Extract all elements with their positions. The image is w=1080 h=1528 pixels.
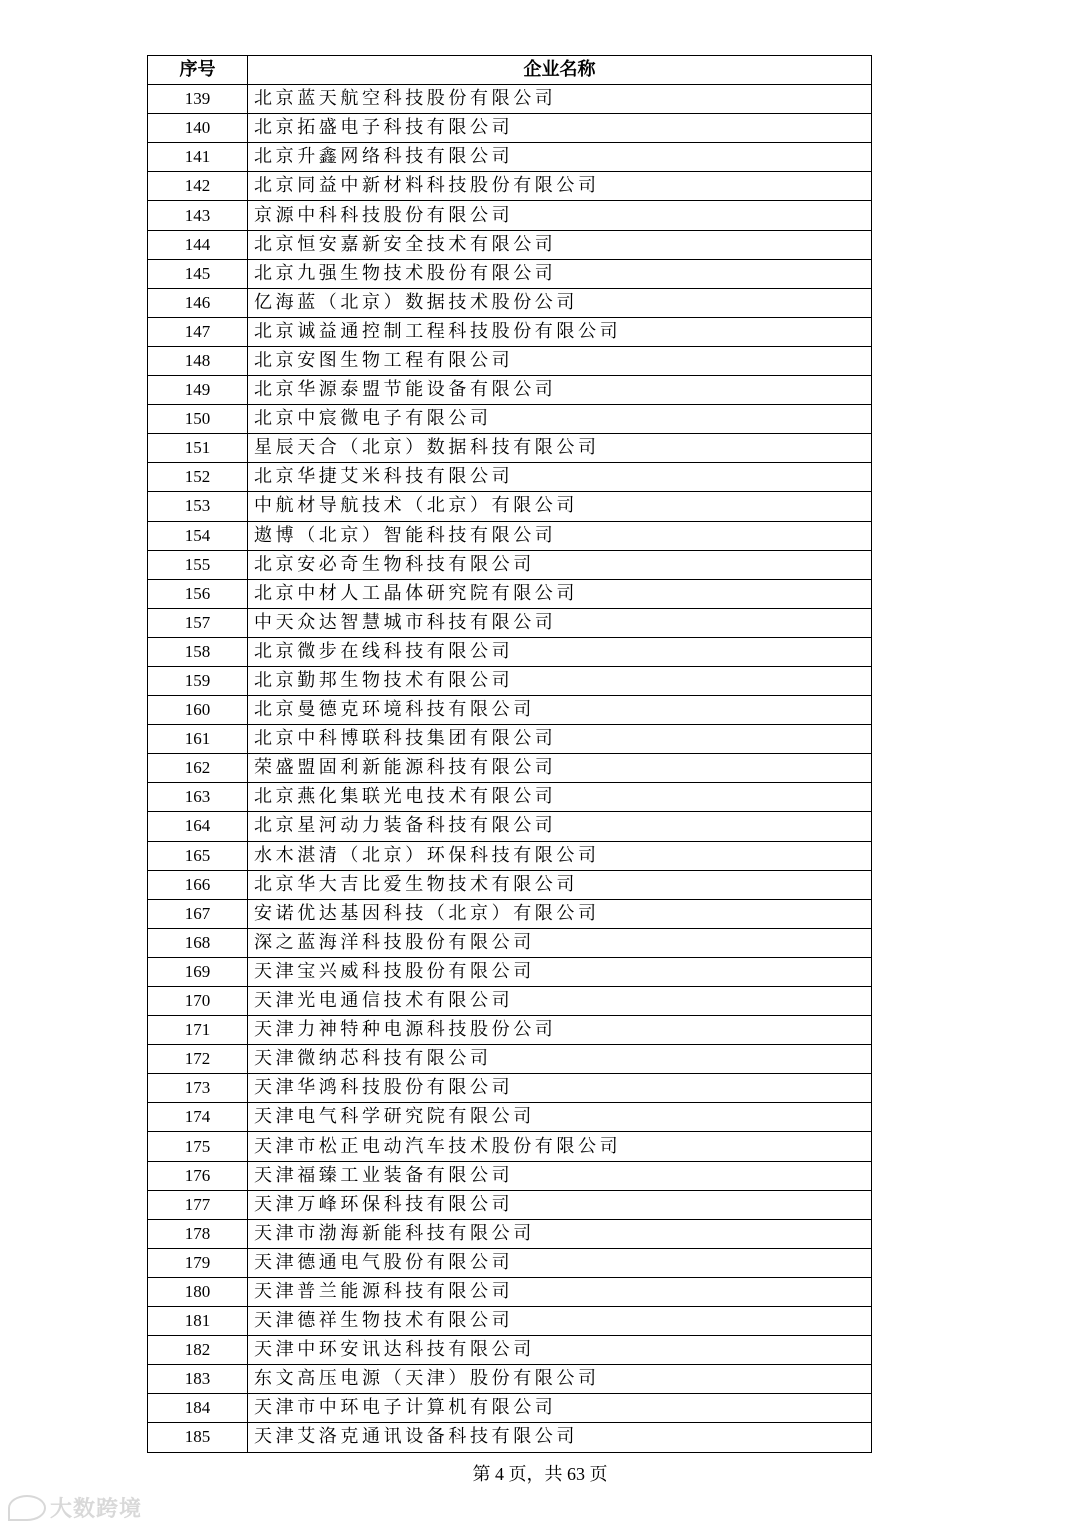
serial-number-cell: 153 [148, 492, 248, 521]
serial-number-cell: 151 [148, 434, 248, 463]
company-name-cell: 安诺优达基因科技（北京）有限公司 [248, 899, 872, 928]
chat-bubble-icon [8, 1495, 46, 1521]
serial-number-cell: 139 [148, 85, 248, 114]
table-row [148, 1336, 872, 1365]
serial-number-cell: 141 [148, 143, 248, 172]
company-name-cell: 北京拓盛电子科技有限公司 [248, 114, 872, 143]
table-row [148, 1161, 872, 1190]
company-name-cell: 天津市中环电子计算机有限公司 [248, 1394, 872, 1423]
company-name-cell: 天津力神特种电源科技股份公司 [248, 1016, 872, 1045]
serial-number-cell: 177 [148, 1190, 248, 1219]
table-row [148, 201, 872, 230]
serial-number-cell: 158 [148, 637, 248, 666]
serial-number-cell: 179 [148, 1248, 248, 1277]
header-company-name: 企业名称 [248, 56, 872, 85]
table-row [148, 317, 872, 346]
serial-number-cell: 168 [148, 928, 248, 957]
company-name-cell: 天津中环安讯达科技有限公司 [248, 1336, 872, 1365]
company-name-cell: 北京九强生物技术股份有限公司 [248, 259, 872, 288]
table-row [148, 666, 872, 695]
serial-number-cell: 171 [148, 1016, 248, 1045]
serial-number-cell: 156 [148, 579, 248, 608]
table-row [148, 259, 872, 288]
company-name-cell: 北京曼德克环境科技有限公司 [248, 696, 872, 725]
serial-number-cell: 142 [148, 172, 248, 201]
serial-number-cell: 154 [148, 521, 248, 550]
company-name-cell: 中航材导航技术（北京）有限公司 [248, 492, 872, 521]
table-row [148, 230, 872, 259]
serial-number-cell: 144 [148, 230, 248, 259]
serial-number-cell: 157 [148, 608, 248, 637]
company-name-cell: 天津德祥生物技术有限公司 [248, 1307, 872, 1336]
serial-number-cell: 164 [148, 812, 248, 841]
table-row [148, 1132, 872, 1161]
company-name-cell: 北京蓝天航空科技股份有限公司 [248, 85, 872, 114]
table-row [148, 928, 872, 957]
company-name-cell: 天津电气科学研究院有限公司 [248, 1103, 872, 1132]
table-row [148, 754, 872, 783]
company-name-cell: 天津德通电气股份有限公司 [248, 1248, 872, 1277]
table-row [148, 1219, 872, 1248]
company-name-cell: 亿海蓝（北京）数据技术股份公司 [248, 288, 872, 317]
watermark [8, 1492, 142, 1523]
table-row [148, 550, 872, 579]
serial-number-cell: 184 [148, 1394, 248, 1423]
serial-number-cell: 143 [148, 201, 248, 230]
company-name-cell: 东文高压电源（天津）股份有限公司 [248, 1365, 872, 1394]
company-name-cell: 天津光电通信技术有限公司 [248, 987, 872, 1016]
serial-number-cell: 181 [148, 1307, 248, 1336]
serial-number-cell: 173 [148, 1074, 248, 1103]
company-name-cell: 北京华源泰盟节能设备有限公司 [248, 376, 872, 405]
table-row [148, 114, 872, 143]
serial-number-cell: 162 [148, 754, 248, 783]
table-row [148, 1103, 872, 1132]
table-row [148, 1045, 872, 1074]
table-row [148, 1394, 872, 1423]
company-name-cell: 京源中科科技股份有限公司 [248, 201, 872, 230]
company-name-cell: 北京星河动力装备科技有限公司 [248, 812, 872, 841]
page-footer: 第 4 页，共 63 页 [472, 1464, 608, 1484]
table-row [148, 1277, 872, 1306]
header-serial-number: 序号 [148, 56, 248, 85]
serial-number-cell: 169 [148, 957, 248, 986]
serial-number-cell: 182 [148, 1336, 248, 1365]
serial-number-cell: 146 [148, 288, 248, 317]
serial-number-cell: 166 [148, 870, 248, 899]
serial-number-cell: 176 [148, 1161, 248, 1190]
company-name-cell: 水木湛清（北京）环保科技有限公司 [248, 841, 872, 870]
company-name-cell: 北京升鑫网络科技有限公司 [248, 143, 872, 172]
company-name-cell: 北京华大吉比爱生物技术有限公司 [248, 870, 872, 899]
table-row [148, 463, 872, 492]
company-name-cell: 北京诚益通控制工程科技股份有限公司 [248, 317, 872, 346]
serial-number-cell: 178 [148, 1219, 248, 1248]
serial-number-cell: 155 [148, 550, 248, 579]
company-name-cell: 天津万峰环保科技有限公司 [248, 1190, 872, 1219]
table-row [148, 521, 872, 550]
table-row [148, 1190, 872, 1219]
company-name-cell: 北京中科博联科技集团有限公司 [248, 725, 872, 754]
serial-number-cell: 180 [148, 1277, 248, 1306]
company-name-cell: 北京燕化集联光电技术有限公司 [248, 783, 872, 812]
table-row [148, 434, 872, 463]
table-row [148, 696, 872, 725]
table-row [148, 957, 872, 986]
serial-number-cell: 174 [148, 1103, 248, 1132]
table-row [148, 870, 872, 899]
company-name-cell: 荣盛盟固利新能源科技有限公司 [248, 754, 872, 783]
table-row [148, 608, 872, 637]
serial-number-cell: 150 [148, 405, 248, 434]
serial-number-cell: 149 [148, 376, 248, 405]
company-name-cell: 天津华鸿科技股份有限公司 [248, 1074, 872, 1103]
table-row [148, 405, 872, 434]
serial-number-cell: 140 [148, 114, 248, 143]
table-row [148, 1016, 872, 1045]
table-row [148, 579, 872, 608]
table-row [148, 288, 872, 317]
company-name-cell: 北京同益中新材料科技股份有限公司 [248, 172, 872, 201]
company-name-cell: 天津艾洛克通讯设备科技有限公司 [248, 1423, 872, 1452]
company-name-cell: 深之蓝海洋科技股份有限公司 [248, 928, 872, 957]
table-row [148, 987, 872, 1016]
serial-number-cell: 160 [148, 696, 248, 725]
serial-number-cell: 170 [148, 987, 248, 1016]
enterprise-table [147, 55, 872, 1453]
table-row [148, 725, 872, 754]
serial-number-cell: 148 [148, 346, 248, 375]
company-name-cell: 北京勤邦生物技术有限公司 [248, 666, 872, 695]
company-name-cell: 北京中宸微电子有限公司 [248, 405, 872, 434]
company-name-cell: 北京恒安嘉新安全技术有限公司 [248, 230, 872, 259]
company-name-cell: 星辰天合（北京）数据科技有限公司 [248, 434, 872, 463]
company-name-cell: 天津市渤海新能科技有限公司 [248, 1219, 872, 1248]
table-row [148, 346, 872, 375]
table-body [148, 85, 872, 1452]
serial-number-cell: 145 [148, 259, 248, 288]
serial-number-cell: 165 [148, 841, 248, 870]
company-name-cell: 北京安图生物工程有限公司 [248, 346, 872, 375]
serial-number-cell: 147 [148, 317, 248, 346]
table-row [148, 637, 872, 666]
company-name-cell: 天津宝兴威科技股份有限公司 [248, 957, 872, 986]
company-name-cell: 天津普兰能源科技有限公司 [248, 1277, 872, 1306]
table-row [148, 841, 872, 870]
company-name-cell: 北京微步在线科技有限公司 [248, 637, 872, 666]
company-name-cell: 中天众达智慧城市科技有限公司 [248, 608, 872, 637]
table-row [148, 172, 872, 201]
table-row [148, 143, 872, 172]
table-row [148, 899, 872, 928]
company-name-cell: 遨博（北京）智能科技有限公司 [248, 521, 872, 550]
serial-number-cell: 175 [148, 1132, 248, 1161]
serial-number-cell: 152 [148, 463, 248, 492]
table-row [148, 1423, 872, 1452]
table-row [148, 1307, 872, 1336]
table-row [148, 1248, 872, 1277]
table-row [148, 376, 872, 405]
table-row [148, 783, 872, 812]
table-header-row [148, 56, 872, 85]
table-row [148, 812, 872, 841]
table-row [148, 492, 872, 521]
company-name-cell: 天津微纳芯科技有限公司 [248, 1045, 872, 1074]
serial-number-cell: 167 [148, 899, 248, 928]
serial-number-cell: 172 [148, 1045, 248, 1074]
serial-number-cell: 185 [148, 1423, 248, 1452]
serial-number-cell: 161 [148, 725, 248, 754]
watermark-text: 大数跨境 [50, 1497, 143, 1522]
company-name-cell: 天津市松正电动汽车技术股份有限公司 [248, 1132, 872, 1161]
serial-number-cell: 183 [148, 1365, 248, 1394]
table-row [148, 1365, 872, 1394]
company-name-cell: 北京华捷艾米科技有限公司 [248, 463, 872, 492]
company-name-cell: 天津福臻工业装备有限公司 [248, 1161, 872, 1190]
table-row [148, 85, 872, 114]
serial-number-cell: 163 [148, 783, 248, 812]
table-row [148, 1074, 872, 1103]
company-name-cell: 北京安必奇生物科技有限公司 [248, 550, 872, 579]
serial-number-cell: 159 [148, 666, 248, 695]
company-name-cell: 北京中材人工晶体研究院有限公司 [248, 579, 872, 608]
